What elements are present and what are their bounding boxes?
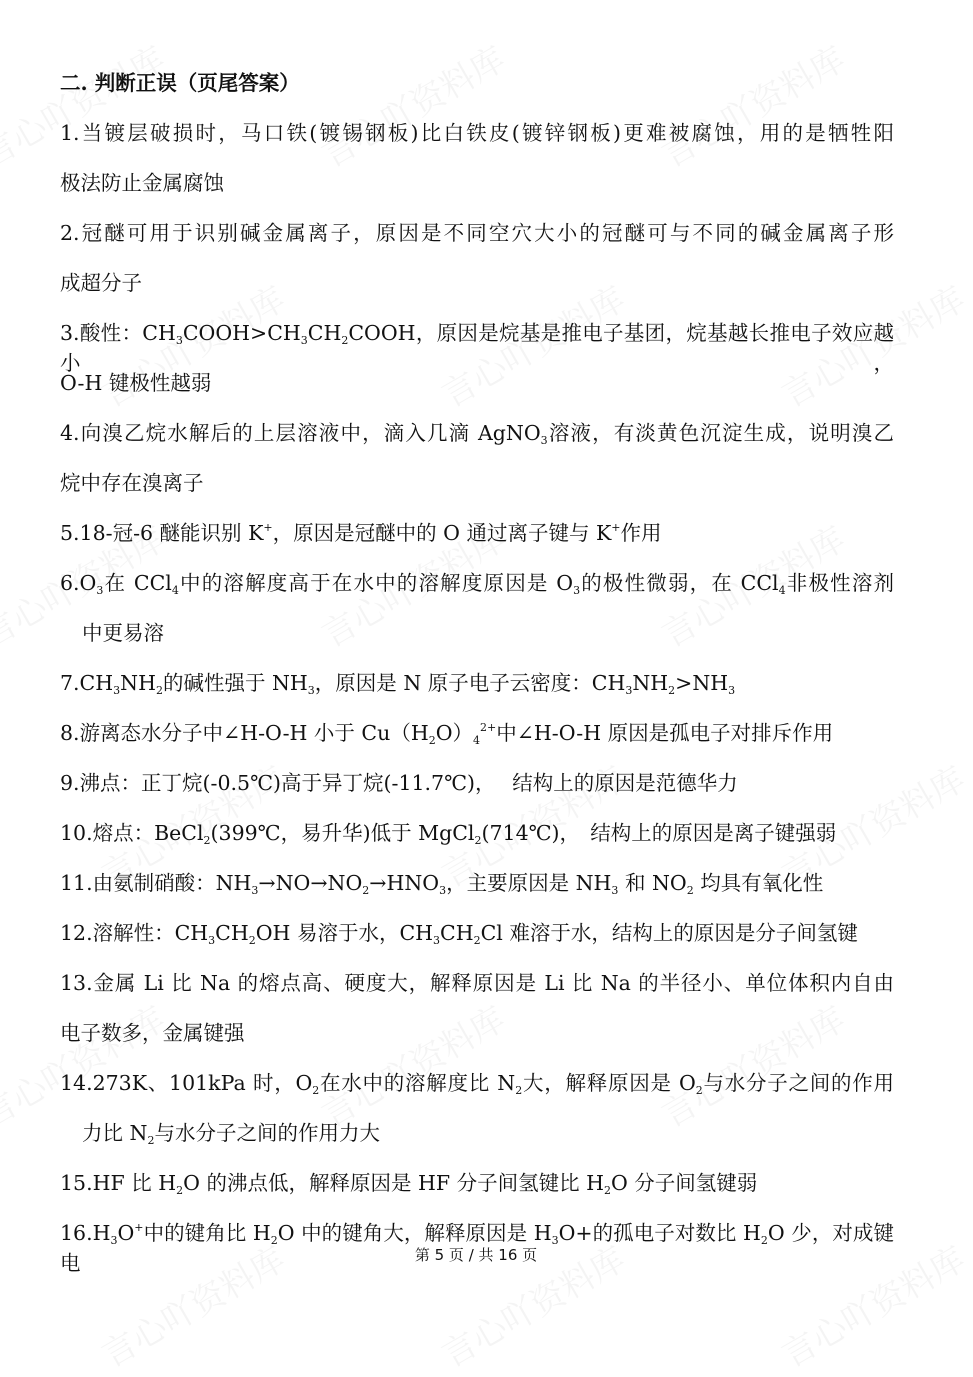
watermark-text [311, 32, 512, 176]
text-run: 中∠H-O-H 原因是孤电子对排斥作用 [496, 721, 834, 745]
text-line [60, 168, 894, 198]
subscript: 2 [515, 1084, 523, 1097]
subscript: 2 [603, 1184, 611, 1197]
text-run: 与水分子之间的作用 [702, 1071, 894, 1095]
text-run: 极法防止金属腐蚀 [60, 171, 224, 195]
text-run: CH [215, 921, 249, 945]
watermark-text [651, 32, 852, 176]
subscript: 3 [251, 884, 259, 897]
superscript: + [263, 521, 273, 534]
subscript: 3 [540, 434, 548, 447]
text-line [60, 818, 894, 848]
text-run: 均具有氧化性 [693, 871, 824, 895]
subscript: 4 [171, 584, 179, 597]
text-run: 11.由氨制硝酸：NH [60, 871, 252, 895]
text-run: O [117, 1221, 135, 1245]
subscript: 2 [147, 1134, 155, 1147]
text-line [60, 918, 894, 948]
text-run: 2.冠醚可用于识别碱金属离子，原因是不同空穴大小的冠醚可与不同的碱金属离子形 [60, 221, 894, 245]
text-run: ，原因是冠醚中的 O 通过离子键与 K [272, 521, 612, 545]
text-run: →HNO [369, 871, 440, 895]
subscript: 2 [428, 734, 436, 747]
text-line [60, 1018, 894, 1048]
text-line [60, 768, 894, 798]
subscript: 3 [433, 934, 441, 947]
text-run: 的极性微弱，在 CCl [580, 571, 779, 595]
subscript: 3 [300, 334, 308, 347]
text-run: 溶液，有淡黄色沉淀生成，说明溴乙 [547, 421, 895, 445]
text-run: NH [632, 671, 669, 695]
text-line [60, 118, 894, 148]
superscript: + [611, 521, 621, 534]
text-run: Cl 难溶于水，结构上的原因是分子间氢键 [480, 921, 858, 945]
text-run: 4.向溴乙烷水解后的上层溶液中，滴入几滴 AgNO [60, 421, 541, 445]
text-run: 7.CH [60, 671, 114, 695]
text-run: ，原因是 N 原子电子云密度：CH [314, 671, 626, 695]
subscript: 2 [668, 684, 676, 697]
subscript: 2 [155, 684, 163, 697]
subscript: 3 [110, 1234, 118, 1247]
text-run: 电子数多，金属键强 [60, 1021, 245, 1045]
watermark-text [0, 32, 173, 176]
subscript: 3 [728, 684, 736, 697]
text-run: 作用 [620, 521, 662, 545]
text-run: 与水分子之间的作用力大 [154, 1121, 380, 1145]
text-line [60, 568, 894, 598]
text-run: 中更易溶 [82, 621, 164, 645]
watermark-text [0, 992, 173, 1136]
text-run: 6.O [60, 571, 97, 595]
subscript: 3 [307, 684, 315, 697]
watermark-text [311, 992, 512, 1136]
text-run: 16.H [60, 1221, 111, 1245]
subscript: 2 [362, 884, 370, 897]
text-run: 力比 N [82, 1121, 148, 1145]
text-line [60, 668, 894, 698]
subscript: 3 [113, 684, 121, 697]
text-line [60, 518, 894, 548]
text-run: 10.熔点：BeCl [60, 821, 204, 845]
text-run: O 中的键角大，解释原因是 H [277, 1221, 552, 1245]
text-run: →NO→NO [258, 871, 363, 895]
subscript: 2 [248, 934, 256, 947]
subscript: 3 [551, 1234, 559, 1247]
text-line [60, 1068, 894, 1098]
subscript: 2 [270, 1234, 278, 1247]
text-run: O-H 键极性越弱 [60, 371, 212, 395]
subscript: 3 [96, 584, 104, 597]
text-run: O 少，对成键电 [60, 1221, 894, 1275]
text-run: CH [307, 321, 342, 345]
subscript: 2 [176, 1184, 184, 1197]
text-run: 和 NO [618, 871, 687, 895]
text-run: 大，解释原因是 O [522, 1071, 696, 1095]
subscript: 2 [695, 1084, 703, 1097]
subscript: 3 [625, 684, 633, 697]
text-run: 8.游离态水分子中∠H-O-H 小于 Cu（H [60, 721, 429, 745]
text-line [60, 418, 894, 448]
text-line [60, 368, 894, 398]
text-run: 成超分子 [60, 271, 142, 295]
subscript: 4 [778, 584, 786, 597]
subscript: 3 [175, 334, 183, 347]
text-run: 在水中的溶解度比 N [319, 1071, 516, 1095]
subscript: 4 [473, 734, 481, 747]
subscript: 2 [341, 334, 349, 347]
text-run: 12.溶解性：CH [60, 921, 209, 945]
text-run: COOH，原因是烷基是推电子基团，烷基越长推电子效应越小， [60, 321, 894, 375]
text-line [60, 218, 894, 248]
superscript: 2+ [480, 721, 497, 734]
superscript: + [134, 1221, 144, 1234]
text-line [60, 868, 894, 898]
text-run: 中的溶解度高于在水中的溶解度原因是 O [178, 571, 574, 595]
text-run: 5.18-冠-6 醚能识别 K [60, 521, 264, 545]
subscript: 2 [760, 1234, 768, 1247]
text-run: OH 易溶于水，CH [255, 921, 434, 945]
text-run: COOH>CH [182, 321, 301, 345]
text-run: (714℃)， 结构上的原因是离子键强弱 [481, 821, 837, 845]
subscript: 2 [203, 834, 211, 847]
watermark-text [651, 992, 852, 1136]
text-line [60, 1168, 894, 1198]
subscript: 2 [473, 934, 481, 947]
subscript: 2 [474, 834, 482, 847]
page-footer: 第 5 页 / 共 16 页 [414, 1246, 538, 1264]
text-run: O） [435, 721, 474, 745]
text-line [60, 468, 894, 498]
text-run: (399℃，易升华)低于 MgCl [210, 821, 475, 845]
text-line [60, 968, 894, 998]
text-run: ，主要原因是 NH [446, 871, 612, 895]
text-run: 在 CCl [103, 571, 172, 595]
text-run: 中的键角比 H [143, 1221, 271, 1245]
text-run: 烷中存在溴离子 [60, 471, 204, 495]
subscript: 3 [208, 934, 216, 947]
text-run: 14.273K、101kPa 时，O [60, 1071, 313, 1095]
text-run: NH [120, 671, 156, 695]
text-line [60, 318, 894, 375]
text-line [82, 618, 894, 648]
subscript: 3 [439, 884, 447, 897]
text-run: O+的孤电子对数比 H [558, 1221, 761, 1245]
text-run: CH [440, 921, 474, 945]
text-line [60, 718, 894, 748]
text-line [82, 1118, 894, 1148]
subscript: 2 [312, 1084, 320, 1097]
text-run: 13.金属 Li 比 Na 的熔点高、硬度大，解释原因是 Li 比 Na 的半径小、单位体积内自由 [60, 971, 894, 995]
text-run: 非极性溶剂 [785, 571, 894, 595]
section-heading: 二. 判断正误（页尾答案） [60, 71, 300, 95]
text-run: O 的沸点低，解释原因是 HF 分子间氢键比 H [183, 1171, 604, 1195]
subscript: 3 [573, 584, 581, 597]
subscript: 3 [611, 884, 619, 897]
text-run: 3.酸性：CH [60, 321, 176, 345]
text-run: 1.当镀层破损时，马口铁(镀锡钢板)比白铁皮(镀锌钢板)更难被腐蚀，用的是牺牲阳 [60, 121, 894, 145]
text-run: O 分子间氢键弱 [610, 1171, 758, 1195]
text-run: 9.沸点：正丁烷(-0.5℃)高于异丁烷(-11.7℃)， 结构上的原因是范德华力 [60, 771, 738, 795]
text-line [60, 268, 894, 298]
subscript: 2 [686, 884, 694, 897]
text-run: 的碱性强于 NH [162, 671, 308, 695]
text-run: >NH [675, 671, 729, 695]
text-run: 15.HF 比 H [60, 1171, 177, 1195]
